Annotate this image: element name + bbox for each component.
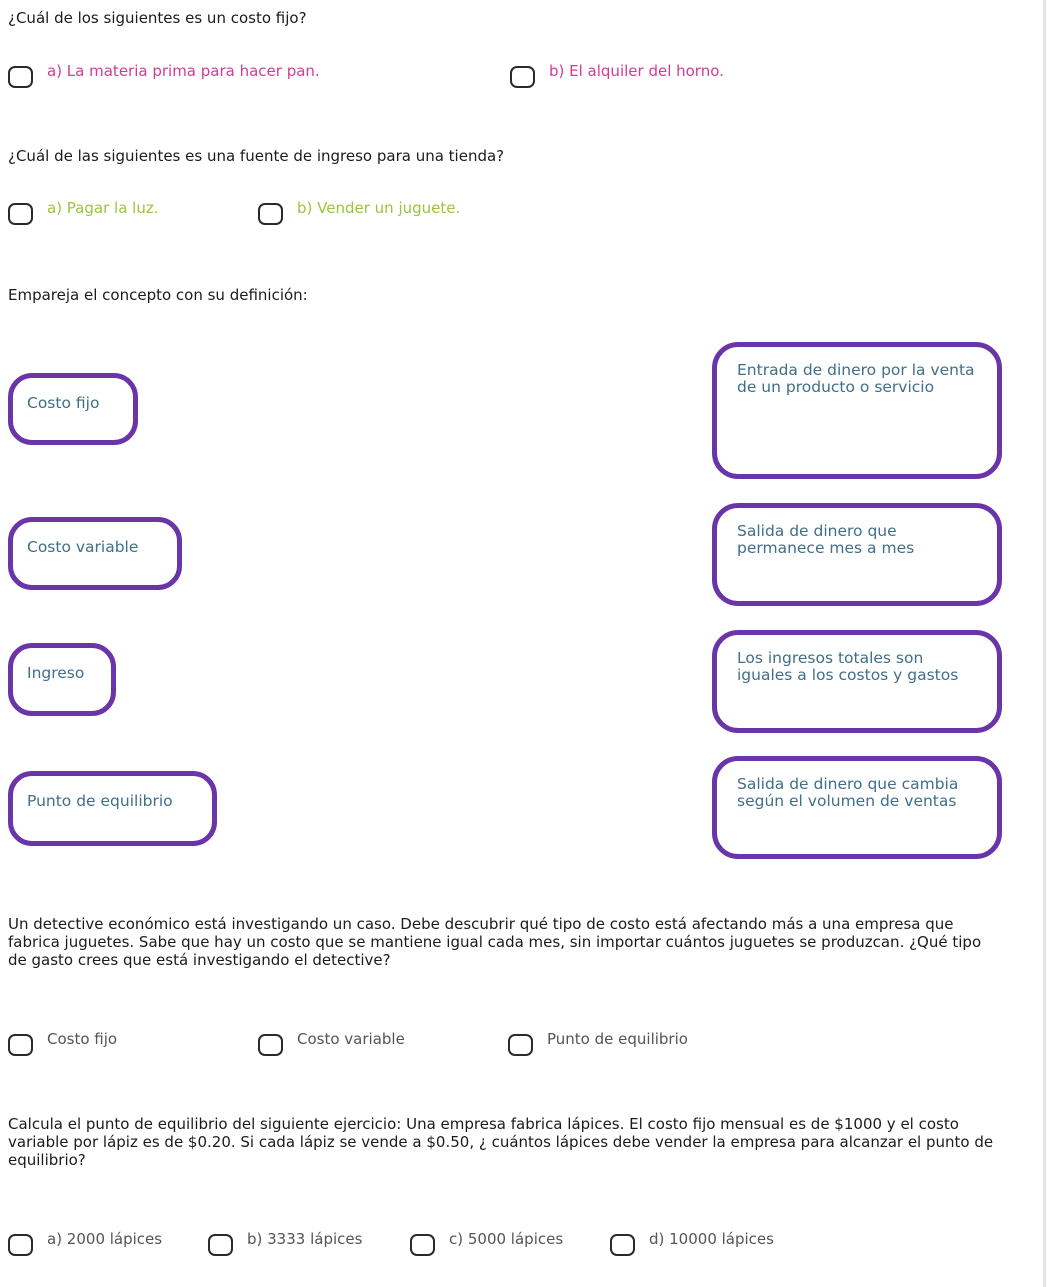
concept-label: Ingreso bbox=[27, 664, 85, 682]
concept-label: Punto de equilibrio bbox=[27, 792, 173, 810]
definition-box-4[interactable] bbox=[712, 756, 1002, 859]
q4-option-1-label: Costo fijo bbox=[47, 1030, 118, 1048]
q2-option-a-label: a) Pagar la luz. bbox=[47, 199, 159, 217]
q2-option-b-checkbox[interactable] bbox=[258, 203, 283, 225]
definition-box-3[interactable] bbox=[712, 630, 1002, 733]
definition-box-2[interactable] bbox=[712, 503, 1002, 606]
q4-option-2-label: Costo variable bbox=[297, 1030, 405, 1048]
q4-option-costo-variable[interactable] bbox=[258, 1030, 405, 1056]
question-2-text: ¿Cuál de las siguientes es una fuente de ingreso para una tienda? bbox=[8, 147, 505, 165]
q5-option-b-label: b) 3333 lápices bbox=[247, 1230, 363, 1248]
q1-option-b-label: b) El alquiler del horno. bbox=[549, 62, 724, 80]
concept-box-costo-fijo[interactable] bbox=[8, 373, 138, 445]
q5-option-c[interactable] bbox=[410, 1230, 563, 1256]
concept-label: Costo variable bbox=[27, 538, 139, 556]
definition-label: Salida de dinero que cambia según el volumen de ventas bbox=[737, 775, 959, 810]
q5-option-d[interactable] bbox=[610, 1230, 774, 1256]
q5-option-a[interactable] bbox=[8, 1230, 162, 1256]
q4-option-costo-fijo[interactable] bbox=[8, 1030, 117, 1056]
q2-option-a[interactable] bbox=[8, 199, 158, 225]
q5-option-a-label: a) 2000 lápices bbox=[47, 1230, 163, 1248]
q4-option-2-checkbox[interactable] bbox=[258, 1034, 283, 1056]
q5-option-c-checkbox[interactable] bbox=[410, 1234, 435, 1256]
definition-box-1[interactable] bbox=[712, 342, 1002, 479]
q5-option-b[interactable] bbox=[208, 1230, 362, 1256]
question-3-instruction: Empareja el concepto con su definición: bbox=[8, 286, 308, 304]
concept-box-costo-variable[interactable] bbox=[8, 517, 182, 590]
q4-option-3-label: Punto de equilibrio bbox=[547, 1030, 688, 1048]
q5-option-d-checkbox[interactable] bbox=[610, 1234, 635, 1256]
concept-box-punto-de-equilibrio[interactable] bbox=[8, 771, 217, 846]
q4-option-1-checkbox[interactable] bbox=[8, 1034, 33, 1056]
question-1-text: ¿Cuál de los siguientes es un costo fijo? bbox=[8, 9, 307, 27]
q4-option-punto-de-equilibrio[interactable] bbox=[508, 1030, 688, 1056]
q5-option-a-checkbox[interactable] bbox=[8, 1234, 33, 1256]
q1-option-a-label: a) La materia prima para hacer pan. bbox=[47, 62, 320, 80]
q2-option-a-checkbox[interactable] bbox=[8, 203, 33, 225]
question-5-text: Calcula el punto de equilibrio del siguiente ejercicio: Una empresa fabrica lápices. El costo fijo mensual es de $1000 y el costo variable por lápiz es de $0.20. Si cada lápiz se vende a $0.50, ¿ cuántos lápices debe vender la empresa para alcanzar el punto de equilibrio? bbox=[8, 1115, 994, 1169]
question-4-text: Un detective económico está investigando un caso. Debe descubrir qué tipo de costo está afectando más a una empresa que fabrica juguetes. Sabe que hay un costo que se mantiene igual cada mes, sin importar cuántos juguetes se produzcan. ¿Qué tipo de gasto crees que está investigando el detective? bbox=[8, 915, 982, 969]
definition-label: Entrada de dinero por la venta de un producto o servicio bbox=[737, 361, 975, 396]
q4-option-3-checkbox[interactable] bbox=[508, 1034, 533, 1056]
page-right-edge bbox=[1043, 0, 1046, 1287]
q5-option-b-checkbox[interactable] bbox=[208, 1234, 233, 1256]
concept-box-ingreso[interactable] bbox=[8, 643, 116, 716]
q1-option-a[interactable] bbox=[8, 62, 320, 88]
q2-option-b-label: b) Vender un juguete. bbox=[297, 199, 461, 217]
definition-label: Los ingresos totales son iguales a los costos y gastos bbox=[737, 649, 959, 684]
q2-option-b[interactable] bbox=[258, 199, 460, 225]
definition-label: Salida de dinero que permanece mes a mes bbox=[737, 522, 915, 557]
q1-option-b-checkbox[interactable] bbox=[510, 66, 535, 88]
concept-label: Costo fijo bbox=[27, 394, 100, 412]
q1-option-a-checkbox[interactable] bbox=[8, 66, 33, 88]
q1-option-b[interactable] bbox=[510, 62, 724, 88]
q5-option-d-label: d) 10000 lápices bbox=[649, 1230, 774, 1248]
q5-option-c-label: c) 5000 lápices bbox=[449, 1230, 564, 1248]
